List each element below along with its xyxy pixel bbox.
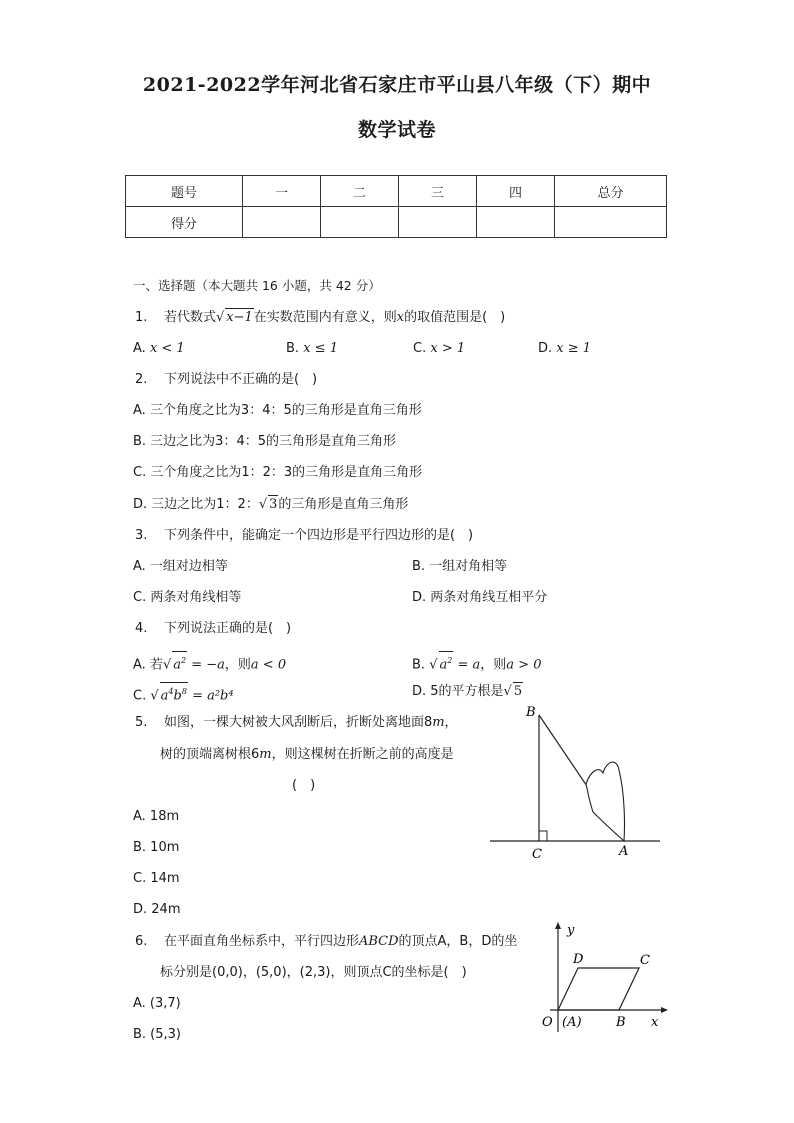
radicand: $a^4b^8$ [160,682,188,705]
option-text: x < 1 [149,341,185,356]
option-text: ，则 [480,657,507,673]
x-axis-arrow [661,1007,668,1013]
exam-title-line2: 数学试卷 [357,119,436,141]
score-table-score-row [126,207,667,238]
label-a: A [619,844,629,859]
question-number: 1. [135,310,148,325]
option-label: C. [133,688,147,704]
question-6-option-b[interactable]: B. (5,3) [133,1027,182,1042]
question-3-option-d[interactable]: D. 两条对角线互相平分 [412,590,548,605]
stem-text: 下列条件中，能确定一个四边形是平行四边形的是( ) [163,528,474,543]
stem-text: ， [444,715,458,730]
score-cell [321,207,399,238]
option-label: B. [412,657,426,673]
score-table-header-row [126,176,667,207]
score-cell [243,207,321,238]
label-b: B [526,705,536,720]
option-text: ，则 [224,657,251,673]
question-2-option-d[interactable] [133,495,408,514]
section-heading: 一、选择题（本大题共 16 小题，共 42 分） [133,278,381,293]
radical-sign: √ [162,657,172,673]
question-4-option-b[interactable] [412,651,541,674]
score-header-cell: 二 [321,176,399,207]
stem-text: 在实数范围内有意义，则 [253,310,397,325]
option-text: x ≥ 1 [556,341,592,356]
parallelogram-figure [530,920,670,1040]
question-number: 2. [135,372,148,387]
question-number: 3. [135,528,148,543]
question-1-option-d[interactable] [538,340,591,358]
question-6-option-a[interactable]: A. (3,7) [133,996,181,1011]
radicand: $a^2$ [172,651,187,674]
question-1-option-b[interactable] [286,340,338,358]
score-row-label: 得分 [126,207,243,238]
question-4-option-c[interactable] [133,682,234,705]
label-o: O [542,1015,553,1030]
question-1-option-a[interactable] [133,340,185,358]
score-header-cell: 一 [243,176,321,207]
math-expr: = a²b⁴ [187,688,234,704]
unit: m [432,715,445,730]
radicand: x−1 [226,310,253,325]
question-1-stem [135,308,505,327]
stem-text: 若代数式 [163,310,216,325]
score-table [125,175,667,238]
question-number: 5. [135,715,148,730]
radical-sign: √ [215,310,225,325]
score-cell [477,207,555,238]
score-header-cell: 四 [477,176,555,207]
math-expr: a < 0 [250,657,287,673]
option-label: A. [133,341,146,356]
question-3-option-a[interactable]: A. 一组对边相等 [133,559,228,574]
question-6-stem-line1 [135,933,517,951]
parallelogram [558,968,639,1010]
stem-text: 下列说法正确的是( ) [163,621,292,636]
radical-sign: √ [150,688,159,704]
option-label: D. [538,341,553,356]
tree-figure [485,700,665,865]
option-text: x > 1 [430,341,466,356]
y-axis-arrow [555,922,561,929]
option-text: x ≤ 1 [303,341,338,356]
option-text: D. 三边之比为1：2： [133,497,259,512]
question-1-option-c[interactable] [413,340,465,358]
question-4-option-a[interactable] [133,651,286,674]
label-a: (A) [562,1015,582,1030]
option-text: 的三角形是直角三角形 [278,497,409,512]
unit: m [259,747,272,762]
question-2-option-b[interactable]: B. 三边之比为3：4：5的三角形是直角三角形 [133,434,396,449]
question-5-stem-line3: ( ) [292,778,316,793]
radical-sign: √ [429,657,438,673]
question-3-stem [135,527,473,545]
stem-text: 下列说法中不正确的是( ) [163,372,318,387]
tree-crown [586,762,624,841]
score-cell [399,207,477,238]
math-expr: a > 0 [506,657,542,673]
label-x: x [651,1015,659,1030]
question-5-stem-line1 [135,714,458,732]
label-c: C [532,847,542,862]
option-label: A. 若 [133,657,163,673]
question-4-stem [135,620,291,638]
question-6-stem-line2: 标分别是(0,0)，(5,0)，(2,3)，则顶点C的坐标是( ) [160,965,467,980]
stem-text: 如图，一棵大树被大风刮断后，折断处离地面8 [163,715,433,730]
score-cell [555,207,667,238]
question-3-option-b[interactable]: B. 一组对角相等 [412,559,508,574]
stem-text: 的顶点A，B，D的坐 [398,934,518,949]
stem-text: 的取值范围是( ) [404,310,506,325]
label-c: C [640,953,650,968]
question-4-option-d[interactable] [412,682,523,701]
question-5-stem-line2 [160,746,454,764]
stem-text: ，则这棵树在折断之前的高度是 [271,747,454,762]
question-3-option-c[interactable]: C. 两条对角线相等 [133,590,242,605]
question-2-option-a[interactable]: A. 三个角度之比为3：4：5的三角形是直角三角形 [133,403,422,418]
radicand: 3 [269,497,278,512]
option-text: D. 5的平方根是 [412,684,504,699]
score-header-cell: 三 [399,176,477,207]
question-5-option-d[interactable]: D. 24m [133,902,181,917]
question-2-stem [135,371,317,389]
radicand: 5 [513,684,523,699]
stem-text: 树的顶端离树根6 [160,747,260,762]
radical-sign: √ [503,684,512,699]
quad-name: ABCD [358,934,399,949]
question-number: 6. [135,934,148,949]
question-5-option-b[interactable]: B. 10m [133,840,180,855]
question-5-option-a[interactable]: A. 18m [133,809,180,824]
math-expr: = −a [187,657,225,673]
label-d: D [573,952,584,967]
option-label: C. [413,341,427,356]
question-number: 4. [135,621,148,636]
variable: x [396,310,405,325]
question-5-option-c[interactable]: C. 14m [133,871,180,886]
right-angle-mark [539,831,547,841]
radicand: $a^2$ [439,651,454,674]
option-label: B. [286,341,300,356]
score-header-cell: 总分 [555,176,667,207]
question-2-option-c[interactable]: C. 三个角度之比为1：2：3的三角形是直角三角形 [133,465,423,480]
radical-sign: √ [258,497,268,512]
label-b: B [616,1015,626,1030]
score-header-cell: 题号 [126,176,243,207]
label-y: y [567,923,575,938]
exam-title-line1: 2021-2022学年河北省石家庄市平山县八年级（下）期中 [142,74,652,96]
math-expr: = a [453,657,481,673]
stem-text: 在平面直角坐标系中，平行四边形 [163,934,359,949]
